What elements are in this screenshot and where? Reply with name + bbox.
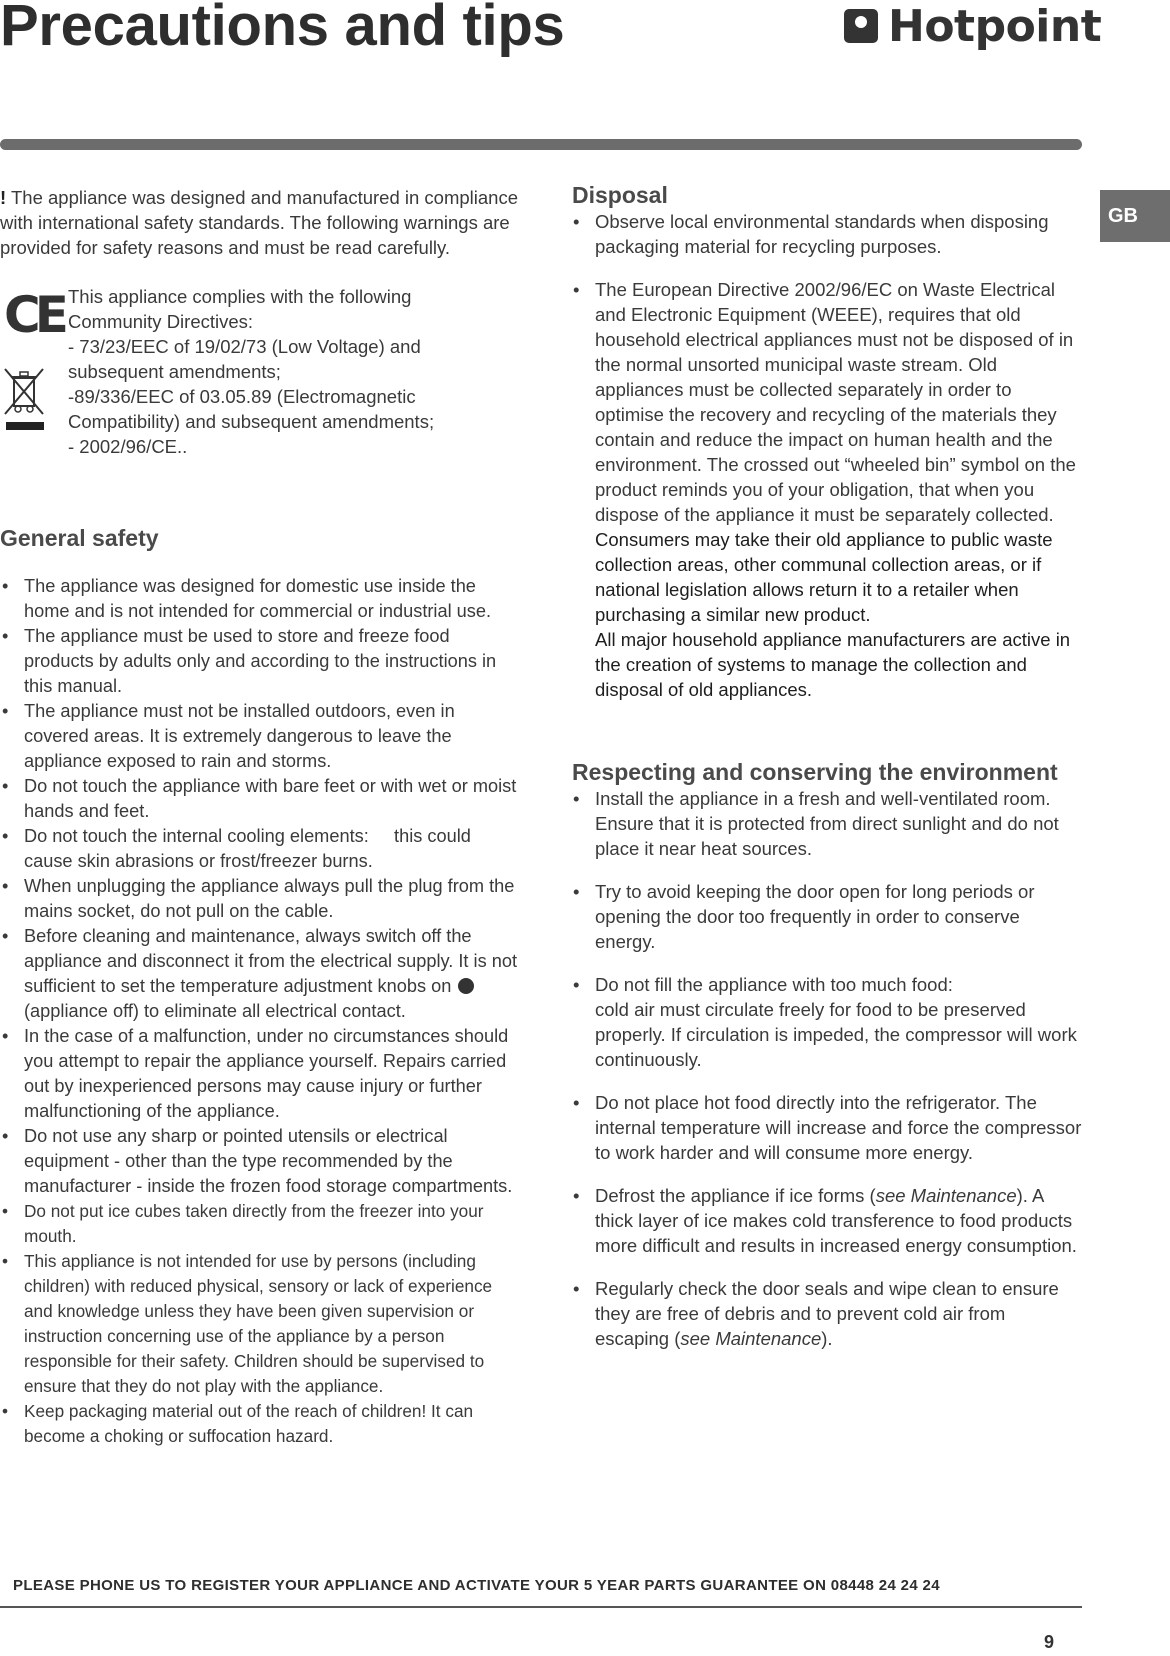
list-item: • The appliance must be used to store and freeze food products by adults only and according to the instructions in this manual. <box>0 624 520 699</box>
compliance-text <box>68 284 508 459</box>
list-item: • Observe local environmental standards when disposing packaging material for recycling purposes. <box>572 209 1082 259</box>
list-item: • Do not use any sharp or pointed utensils or electrical equipment - other than the type recommended by the manufacturer - inside the frozen food storage compartments. <box>0 1124 520 1199</box>
list-item: • The appliance was designed for domestic use inside the home and is not intended for commercial or industrial use. <box>0 574 520 624</box>
list-item: • Try to avoid keeping the door open for long periods or opening the door too frequently in order to conserve energy. <box>572 879 1082 954</box>
compliance-line: - 73/23/EEC of 19/02/73 (Low Voltage) and <box>68 336 421 357</box>
compliance-line: Compatibility) and subsequent amendments; <box>68 411 435 432</box>
environment-list <box>572 786 1082 1351</box>
registration-note: PLEASE PHONE US TO REGISTER YOUR APPLIANCE AND ACTIVATE YOUR 5 YEAR PARTS GUARANTEE ON 08448 24 24 24 <box>13 1577 940 1594</box>
disposal-heading: Disposal <box>572 182 668 208</box>
list-item: • Do not touch the internal cooling elements: this could cause skin abrasions or frost/freezer burns. <box>0 824 520 874</box>
intro-text: The appliance was designed and manufactured in compliance with international safety standards. The following warnings are provided for safety reasons and must be read carefully. <box>0 187 518 258</box>
header-divider <box>0 139 1082 150</box>
right-column <box>572 182 1082 1351</box>
list-item: • In the case of a malfunction, under no circumstances should you attempt to repair the appliance yourself. Repairs carried out by inexperienced persons may cause injury or further malfunctioning of the appliance. <box>0 1024 520 1124</box>
list-item: • Do not put ice cubes taken directly from the freezer into your mouth. <box>0 1199 520 1249</box>
footer-divider <box>0 1606 1082 1608</box>
list-item <box>572 277 1082 702</box>
ce-mark-icon: CE <box>4 286 63 344</box>
brand-logo <box>844 0 1102 52</box>
compliance-block <box>0 284 520 474</box>
weee-text: The European Directive 2002/96/EC on Waste Electrical and Electronic Equipment (WEEE), requires that old household electrical appliances must not be disposed of in the normal unsorted municipal waste stream. Old appliances must be collected separately in order to optimise the recovery and recycling of the materials they contain and reduce the impact on human health and the environment. The crossed out “wheeled bin” symbol on the product reminds you of your obligation, that when you dispose of the appliance it must be separately collected. <box>595 279 1076 525</box>
compliance-line: This appliance complies with the following <box>68 286 412 307</box>
list-item: • Keep packaging material out of the reach of children! It can become a choking or suffocation hazard. <box>0 1399 520 1449</box>
general-safety-heading: General safety <box>0 525 159 551</box>
door-seal-text-end: ). <box>821 1328 833 1349</box>
list-item <box>0 924 520 1024</box>
food-text-detail: cold air must circulate freely for food to be preserved properly. If circulation is impeded, the compressor will work continuously. <box>595 999 1077 1070</box>
list-item: • Do not touch the appliance with bare feet or with wet or moist hands and feet. <box>0 774 520 824</box>
page-number: 9 <box>1044 1632 1055 1652</box>
list-item <box>572 972 1082 1072</box>
list-item: • When unplugging the appliance always pull the plug from the mains socket, do not pull on the cable. <box>0 874 520 924</box>
maintenance-reference: see Maintenance <box>875 1185 1017 1206</box>
disposal-list <box>572 209 1082 702</box>
switch-off-text: Before cleaning and maintenance, always switch off the appliance and disconnect it from the electrical supply. It is not sufficient to set the temperature adjustment knobs on <box>24 926 518 996</box>
defrost-text-end: ). A thick layer of ice makes cold transference to food products more difficult and results in increased energy consumption. <box>595 1185 1077 1256</box>
compliance-line: - 2002/96/CE.. <box>68 436 188 457</box>
defrost-text: Defrost the appliance if ice forms ( <box>595 1185 876 1206</box>
compliance-line: -89/336/EEC of 03.05.89 (Electromagnetic <box>68 386 416 407</box>
food-text: • Do not fill the appliance with too much food: <box>595 974 953 995</box>
maintenance-reference: see Maintenance <box>680 1328 822 1349</box>
crossed-wheelie-bin-icon <box>2 366 46 432</box>
list-item: • The appliance must not be installed outdoors, even in covered areas. It is extremely dangerous to leave the appliance exposed to rain and storms. <box>0 699 520 774</box>
list-item <box>572 1276 1082 1351</box>
list-item: • Do not place hot food directly into the refrigerator. The internal temperature will increase and force the compressor to work harder and will consume more energy. <box>572 1090 1082 1165</box>
brand-mark-icon <box>844 9 878 43</box>
weee-manufacturers-text: All major household appliance manufacturers are active in the creation of systems to manage the collection and disposal of old appliances. <box>595 629 1071 700</box>
off-position-icon <box>458 978 474 994</box>
page-title: Precautions and tips <box>0 0 565 58</box>
list-item: • This appliance is not intended for use by persons (including children) with reduced physical, sensory or lack of experience and knowledge unless they have been given supervision or instruction concerning use of the appliance by a person responsible for their safety. Children should be supervised to ensure that they do not play with the appliance. <box>0 1249 520 1399</box>
weee-collection-text: Consumers may take their old appliance to public waste collection areas, other communal collection areas, or if national legislation allows return it to a retailer when purchasing a similar new product. <box>595 529 1053 625</box>
compliance-line: subsequent amendments; <box>68 361 281 382</box>
warning-mark: ! <box>0 187 7 208</box>
language-tab: GB <box>1100 190 1170 242</box>
list-item <box>572 1183 1082 1258</box>
switch-off-text-end: (appliance off) to eliminate all electrical contact. <box>24 1001 406 1021</box>
compliance-line: Community Directives: <box>68 311 254 332</box>
intro-paragraph <box>0 185 520 260</box>
door-seal-text: Regularly check the door seals and wipe clean to ensure they are free of debris and to prevent cold air from escaping ( <box>595 1278 1059 1349</box>
list-item: • Install the appliance in a fresh and well-ventilated room. Ensure that it is protected from direct sunlight and do not place it near heat sources. <box>572 786 1082 861</box>
general-safety-list <box>0 574 520 1449</box>
brand-name: Hotpoint <box>888 0 1102 52</box>
left-column <box>0 185 520 1449</box>
environment-heading: Respecting and conserving the environment <box>572 759 1058 785</box>
